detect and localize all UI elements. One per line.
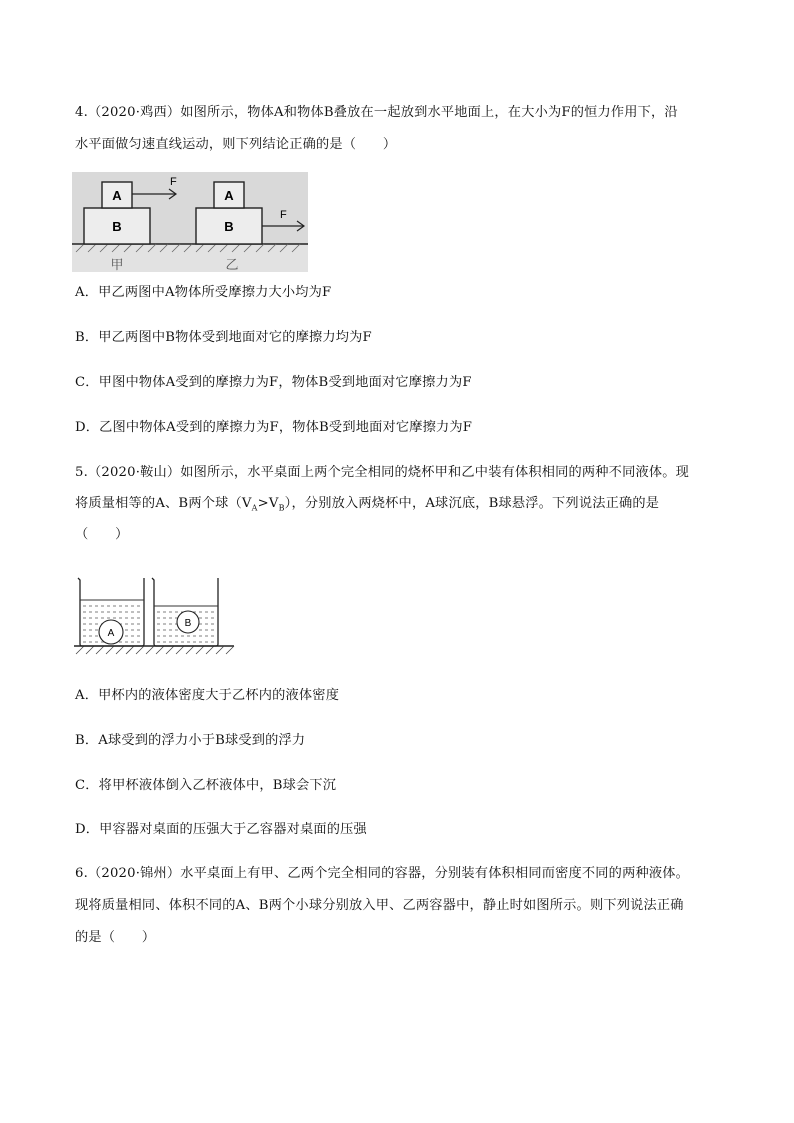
q5-stem-line-3: （ ） <box>75 527 129 542</box>
block-b-left-label: B <box>112 219 122 234</box>
q6-stem-line-2: 现将质量相同、体积不同的A、B两个小球分别放入甲、乙两容器中，静止时如图所示。则下列说法正确 <box>75 898 684 913</box>
q5-option-c: C．将甲杯液体倒入乙杯液体中，B球会下沉 <box>75 778 337 793</box>
q6-stem-line-1: 6.（2020·锦州）水平桌面上有甲、乙两个完全相同的容器，分别装有体积相同而密度不同的两种液体。 <box>75 866 690 881</box>
q4-option-d: D．乙图中物体A受到的摩擦力为F，物体B受到地面对它摩擦力为F <box>75 420 473 435</box>
q5-stem-line-1: 5.（2020·鞍山）如图所示，水平桌面上两个完全相同的烧杯甲和乙中装有体积相同的两种不同液体。现 <box>75 465 690 480</box>
q4-option-c: C．甲图中物体A受到的摩擦力为F，物体B受到地面对它摩擦力为F <box>75 375 472 390</box>
q4-option-b: B．甲乙两图中B物体受到地面对它的摩擦力均为F <box>75 330 372 345</box>
q5-stem-line-2: 将质量相等的A、B两个球$(V_A>V_B)$，分别放入两烧杯中，A球沉底，B球悬浮。下列说法正确的是 <box>75 496 660 513</box>
force-left-label: F <box>170 176 177 188</box>
q4-stem-line-1: 4.（2020·鸡西）如图所示，物体A和物体B叠放在一起放到水平地面上，在大小为F的恒力作用下，沿 <box>75 105 678 120</box>
block-b-right-label: B <box>224 219 234 234</box>
ball-b-label: B <box>184 618 192 629</box>
beaker-yi <box>152 578 218 646</box>
block-a-left-label: A <box>112 188 122 203</box>
q4-stem-line-2: 水平面做匀速直线运动，则下列结论正确的是（ ） <box>75 137 397 152</box>
q4-option-a: A．甲乙两图中A物体所受摩擦力大小均为F <box>75 285 332 300</box>
q5-figure <box>72 570 236 660</box>
q5-option-a: A．甲杯内的液体密度大于乙杯内的液体密度 <box>75 688 340 703</box>
ball-a-label: A <box>107 628 115 639</box>
q6-stem-line-3: 的是（ ） <box>75 930 156 945</box>
label-jia: 甲 <box>110 257 124 272</box>
q5-option-d: D．甲容器对桌面的压强大于乙容器对桌面的压强 <box>75 822 367 837</box>
label-yi: 乙 <box>225 257 239 272</box>
q5-option-b: B．A球受到的浮力小于B球受到的浮力 <box>75 733 306 748</box>
beaker-jia <box>78 578 144 646</box>
q4-figure <box>72 172 308 272</box>
force-right-label: F <box>280 209 287 221</box>
block-a-right-label: A <box>224 188 234 203</box>
